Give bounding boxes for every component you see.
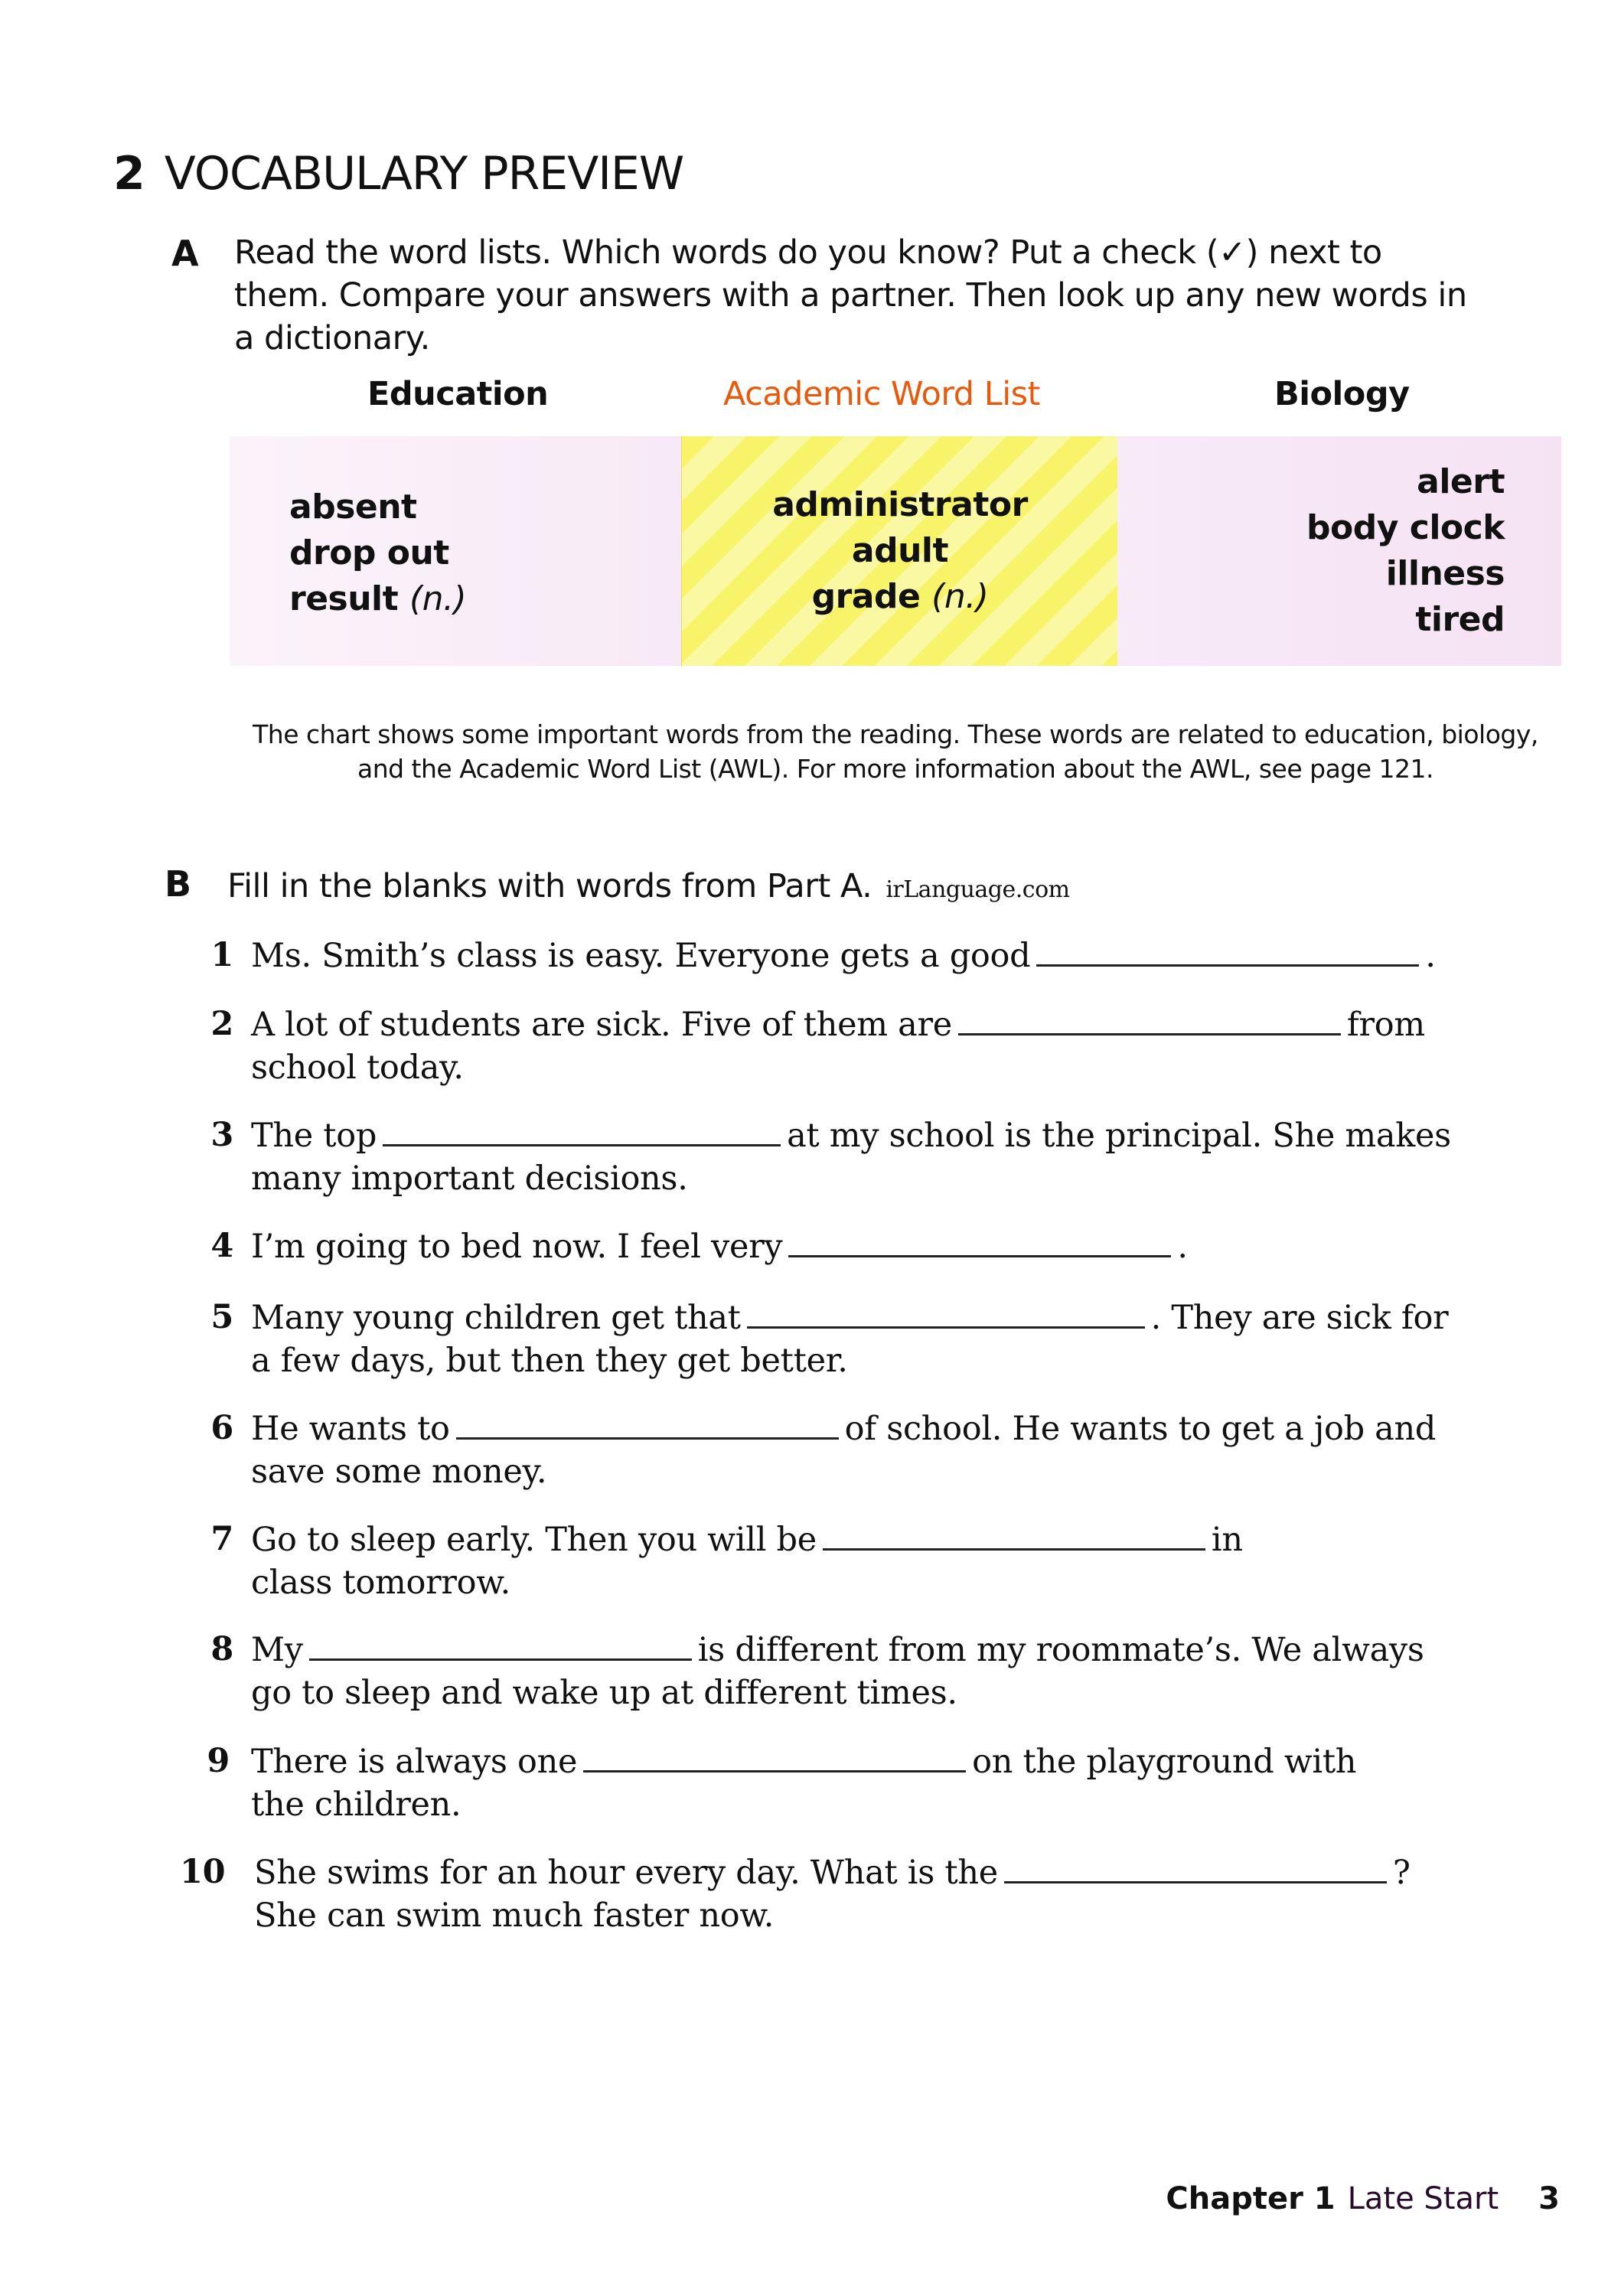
item-number: 7 — [210, 1520, 233, 1558]
part-b-instructions-text: Fill in the blanks with words from Part A. — [227, 867, 872, 905]
answer-blank[interactable] — [958, 1003, 1341, 1035]
part-b-letter: B — [165, 863, 192, 905]
item-text-after: of school. He wants to get a job and — [844, 1410, 1437, 1448]
vocab-word-text: body clock — [1306, 508, 1505, 547]
watermark: irLanguage.com — [886, 876, 1070, 903]
education-panel — [230, 436, 681, 666]
item-text-before: There is always one — [251, 1743, 578, 1781]
answer-blank[interactable] — [747, 1296, 1145, 1329]
item-text-before: A lot of students are sick. Five of them are — [251, 1006, 952, 1044]
vocab-word-text: administrator — [772, 485, 1028, 524]
item-number: 6 — [210, 1409, 233, 1447]
vocab-word — [1306, 505, 1505, 551]
page-number: 3 — [1538, 2181, 1560, 2216]
vocab-word — [289, 484, 466, 530]
answer-blank[interactable] — [788, 1225, 1171, 1257]
answer-blank[interactable] — [1004, 1851, 1387, 1883]
section-number: 2 — [113, 147, 145, 201]
item-number: 4 — [210, 1227, 233, 1265]
section-heading: VOCABULARY PREVIEW — [164, 147, 684, 201]
item-text-continued: class tomorrow. — [251, 1564, 510, 1602]
item-text-continued: the children. — [251, 1786, 462, 1824]
vocab-word — [682, 574, 1118, 620]
vocab-word — [1306, 459, 1505, 505]
list-heading-education: Education — [367, 375, 549, 413]
answer-blank[interactable] — [309, 1628, 692, 1661]
answer-blank[interactable] — [456, 1407, 839, 1440]
item-number: 8 — [210, 1630, 233, 1668]
item-text-before: He wants to — [251, 1410, 450, 1448]
item-text-before: I’m going to bed now. I feel very — [251, 1228, 783, 1266]
item-text-after: is different from my roommate’s. We always — [697, 1631, 1424, 1669]
item-text-after: . — [1425, 937, 1436, 975]
vocab-word-text: absent — [289, 488, 417, 527]
vocab-word — [1306, 597, 1505, 643]
item-text-after: . — [1177, 1228, 1188, 1266]
item-number: 5 — [210, 1298, 233, 1336]
answer-blank[interactable] — [383, 1114, 781, 1146]
answer-blank[interactable] — [1036, 934, 1419, 967]
answer-blank[interactable] — [823, 1518, 1205, 1551]
answer-blank[interactable] — [583, 1740, 966, 1773]
part-of-speech-note: (n.) — [409, 579, 467, 618]
item-text-after: from — [1346, 1006, 1425, 1044]
part-a-letter: A — [171, 233, 199, 274]
vocab-word — [682, 482, 1118, 528]
item-number: 1 — [210, 936, 233, 974]
vocab-word — [1306, 551, 1505, 597]
item-text-after: ? — [1392, 1854, 1411, 1892]
biology-panel — [1117, 436, 1561, 666]
item-number: 9 — [207, 1742, 230, 1780]
chart-caption: The chart shows some important words from the reading. These words are related to education, biology, and the Academic Word List (AWL). For more information about the AWL, see page 121. — [253, 719, 1538, 784]
item-text-continued: go to sleep and wake up at different times. — [251, 1674, 957, 1712]
vocab-word-text: alert — [1417, 462, 1505, 501]
vocab-word-text: drop out — [289, 533, 449, 572]
item-text-before: Many young children get that — [251, 1299, 741, 1337]
item-text-continued: a few days, but then they get better. — [251, 1342, 848, 1380]
vocab-word — [682, 528, 1118, 574]
word-lists — [230, 375, 1561, 673]
item-text-before: She swims for an hour every day. What is the — [254, 1854, 998, 1892]
list-heading-biology: Biology — [1274, 375, 1410, 413]
item-text-after: at my school is the principal. She makes — [787, 1117, 1451, 1155]
vocab-word-text: result — [289, 579, 399, 618]
item-text-after: . They are sick for — [1150, 1299, 1449, 1337]
list-heading-awl: Academic Word List — [723, 375, 1040, 413]
item-text-continued: school today. — [251, 1049, 464, 1087]
vocab-word-text: tired — [1415, 600, 1505, 639]
page-footer — [1166, 2181, 1560, 2216]
item-text-before: Ms. Smith’s class is easy. Everyone gets a good — [251, 937, 1031, 975]
chapter-title: Late Start — [1347, 2181, 1499, 2216]
awl-panel — [681, 436, 1119, 666]
item-number: 3 — [210, 1116, 233, 1154]
vocab-word-text: adult — [851, 531, 949, 570]
item-text-before: Go to sleep early. Then you will be — [251, 1521, 817, 1559]
part-a-instructions: Read the word lists. Which words do you know? Put a check (✓) next to them. Compare your answers with a partner. Then look up any new words in a dictionary. — [234, 233, 1467, 357]
item-text-continued: She can swim much faster now. — [254, 1896, 775, 1935]
item-text-before: My — [251, 1631, 303, 1669]
item-text-after: on the playground with — [972, 1743, 1357, 1781]
vocab-word-text: grade — [811, 577, 921, 616]
vocab-word — [289, 576, 466, 622]
part-of-speech-note: (n.) — [931, 577, 989, 616]
vocab-word — [289, 530, 466, 576]
item-text-after: in — [1211, 1521, 1243, 1559]
item-number: 2 — [210, 1005, 233, 1043]
vocab-word-text: illness — [1385, 554, 1505, 593]
item-number: 10 — [180, 1853, 226, 1891]
chapter-label: Chapter 1 — [1166, 2181, 1336, 2216]
section-title — [113, 147, 683, 201]
item-text-before: The top — [251, 1117, 377, 1155]
part-b-instructions — [227, 865, 1070, 912]
item-text-continued: many important decisions. — [251, 1159, 688, 1198]
item-text-continued: save some money. — [251, 1453, 547, 1491]
